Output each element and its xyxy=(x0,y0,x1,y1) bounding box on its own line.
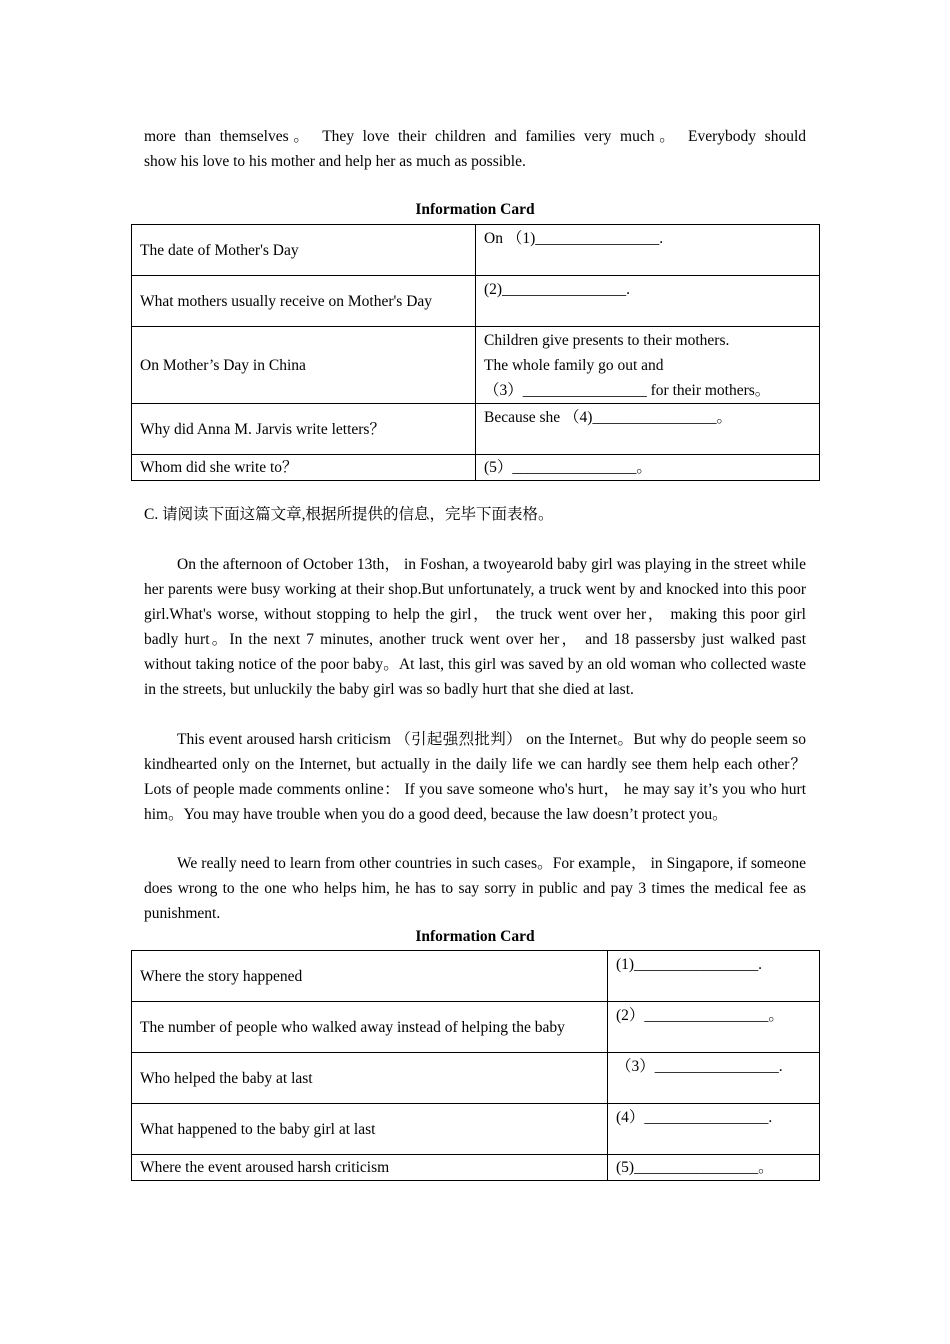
question-cell: The number of people who walked away instead of helping the baby xyxy=(132,1002,608,1053)
answer-line: The whole family go out and xyxy=(484,357,664,374)
table-row xyxy=(132,951,820,1002)
question-cell: Who helped the baby at last xyxy=(132,1053,608,1104)
question-cell: Whom did she write to？ xyxy=(132,455,476,481)
passage-paragraph-2: This event aroused harsh criticism （引起强烈批判） on the Internet。But why do people seem so kindhearted only on the Internet, but actually in the daily life we can hardly see them help each other？ Lots of people made comments online： If you save someone who's hurt， he may say it’s you who hurt him。You may have trouble when you do a good deed, because the law doesn’t protect you。 xyxy=(144,731,806,823)
question-cell: What mothers usually receive on Mother's Day xyxy=(132,276,476,327)
question-cell: What happened to the baby girl at last xyxy=(132,1104,608,1155)
question-cell: Where the story happened xyxy=(132,951,608,1002)
answer-cell[interactable]: (5)________________。 xyxy=(608,1155,820,1181)
answer-line: （3）________________ for their mothers。 xyxy=(484,382,771,399)
question-cell: The date of Mother's Day xyxy=(132,225,476,276)
answer-cell[interactable]: (2）________________。 xyxy=(608,1002,820,1053)
answer-line: (5）________________。 xyxy=(484,459,652,476)
answer-cell[interactable]: (1)________________. xyxy=(608,951,820,1002)
answer-line: Children give presents to their mothers. xyxy=(484,332,730,349)
table-row xyxy=(132,1053,820,1104)
answer-cell[interactable]: （3）________________. xyxy=(608,1053,820,1104)
table-row xyxy=(132,1155,820,1181)
table-row xyxy=(132,455,820,481)
intro-line: more than themselves。 They love their children and families very much。 Everybody should xyxy=(144,128,806,145)
question-cell: On Mother’s Day in China xyxy=(132,327,476,404)
intro-line: show his love to his mother and help her as much as possible. xyxy=(144,153,526,170)
question-cell: Why did Anna M. Jarvis write letters？ xyxy=(132,404,476,455)
answer-cell[interactable] xyxy=(476,327,820,404)
intro-paragraph xyxy=(144,124,806,174)
answer-line: On （1)________________. xyxy=(484,230,664,247)
card2-caption: Information Card xyxy=(415,928,535,945)
passage-paragraph-1: On the afternoon of October 13th， in Foshan, a twoyearold baby girl was playing in the street while her parents were busy working at their shop.But unfortunately, a truck went by and knocked into this poor girl.What's worse, without stopping to help the girl， the truck went over her， making this poor girl badly hurt。In the next 7 minutes, another truck went over her， and 18 passersby just walked past without taking notice of the poor baby。At last, this girl was saved by an old woman who collected waste in the streets, but unluckily the baby girl was so badly hurt that she died at last. xyxy=(144,556,806,698)
table-row xyxy=(132,225,820,276)
answer-line: (2)________________. xyxy=(484,281,630,298)
answer-line: Because she （4)________________。 xyxy=(484,409,732,426)
question-cell: Where the event aroused harsh criticism xyxy=(132,1155,608,1181)
answer-cell[interactable] xyxy=(476,404,820,455)
card1-table xyxy=(131,224,820,481)
table-row xyxy=(132,276,820,327)
section-c-instruction: C. 请阅读下面这篇文章,根据所提供的信息，完毕下面表格。 xyxy=(144,506,554,523)
card1-caption: Information Card xyxy=(415,201,535,218)
answer-cell[interactable]: (4）________________. xyxy=(608,1104,820,1155)
table-row xyxy=(132,1002,820,1053)
card2-table xyxy=(131,950,820,1181)
answer-cell[interactable] xyxy=(476,276,820,327)
answer-cell[interactable] xyxy=(476,225,820,276)
table-row xyxy=(132,327,820,404)
passage-paragraph-3: We really need to learn from other countries in such cases。For example， in Singapore, if someone does wrong to the one who helps him, he has to say sorry in public and pay 3 times the medical fee as punishment. xyxy=(144,855,806,922)
table-row xyxy=(132,404,820,455)
answer-cell[interactable] xyxy=(476,455,820,481)
table-row xyxy=(132,1104,820,1155)
